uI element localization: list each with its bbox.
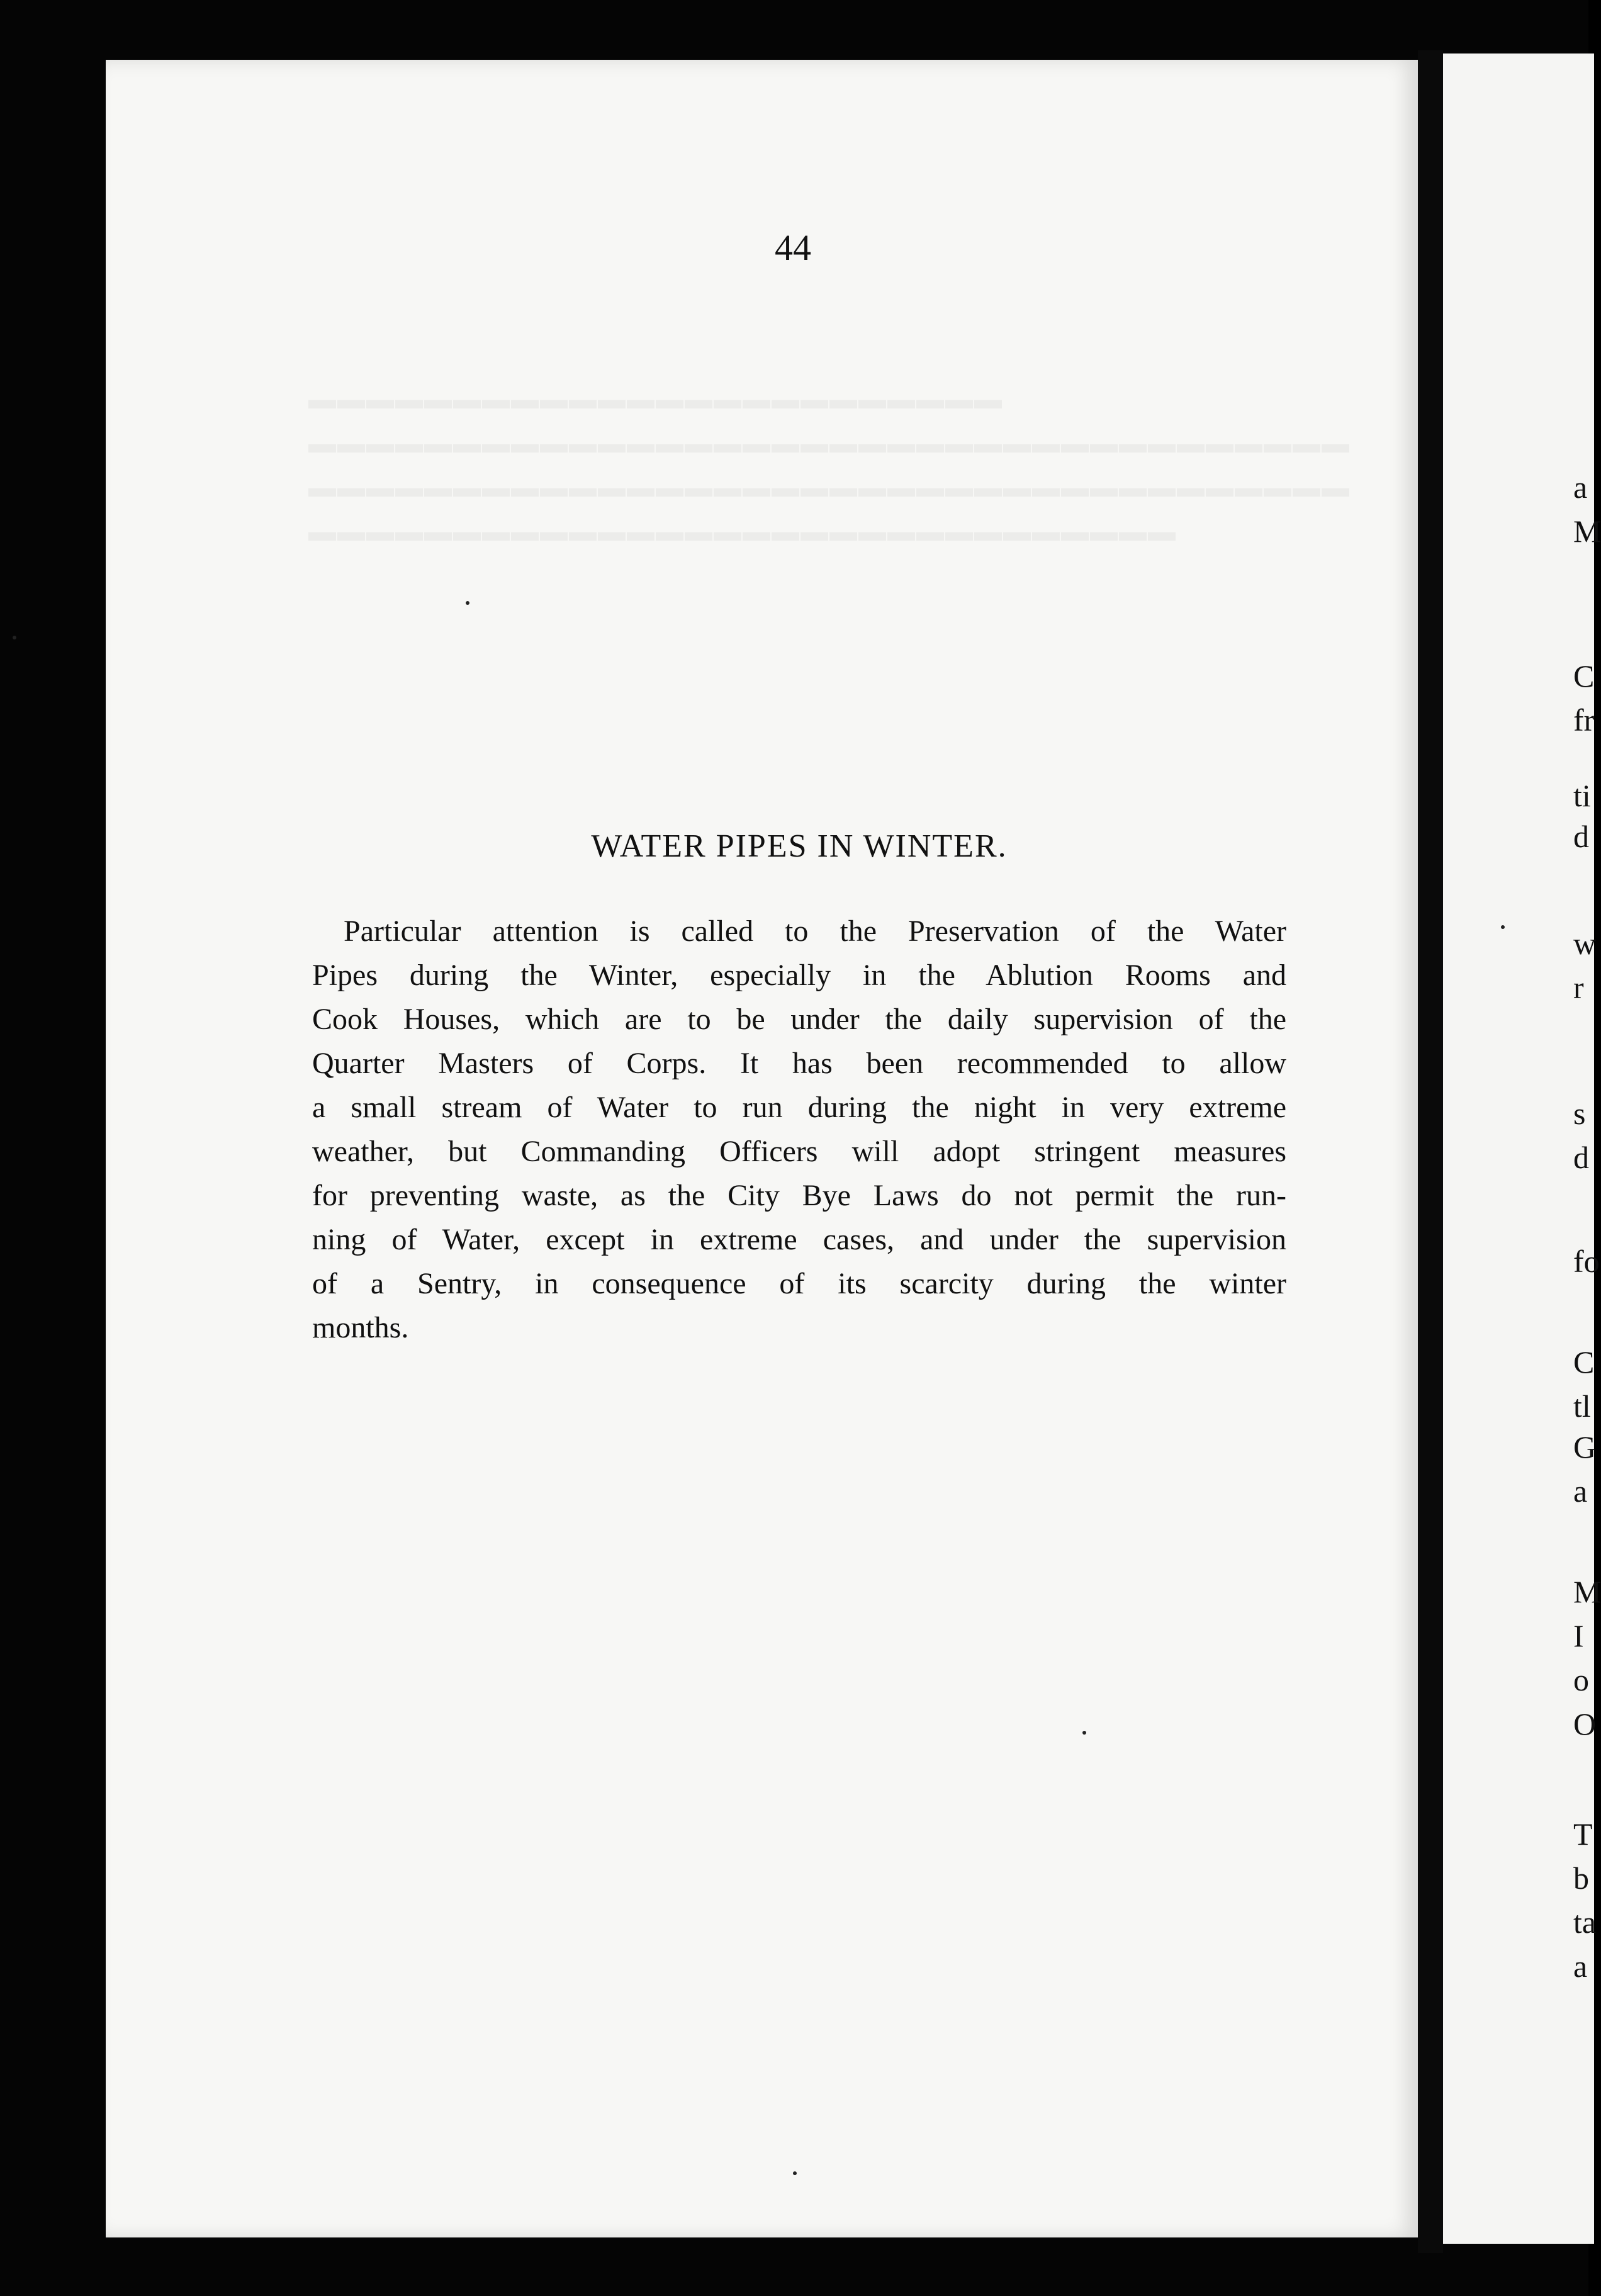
body-line: Quarter Masters of Corps. It has been recommended to allow	[312, 1047, 1286, 1080]
facing-fragment: O	[1573, 1706, 1597, 1742]
facing-fragment: d	[1573, 819, 1589, 854]
facing-fragment: fo	[1573, 1244, 1600, 1279]
facing-fragment: tl	[1573, 1388, 1591, 1424]
section-heading: WATER PIPES IN WINTER.	[591, 828, 1008, 864]
facing-fragment: a	[1573, 470, 1588, 505]
facing-fragment: T	[1573, 1816, 1593, 1852]
body-line: Cook Houses, which are to be under the daily supervision of the	[312, 1003, 1286, 1036]
facing-fragment: o	[1573, 1662, 1589, 1697]
dust-speck	[1082, 1731, 1086, 1735]
facing-fragment: ti	[1573, 778, 1591, 813]
facing-fragment: r	[1573, 970, 1584, 1005]
body-line: weather, but Commanding Officers will adopt stringent measures	[312, 1135, 1286, 1168]
facing-fragment: a	[1573, 1949, 1588, 1984]
facing-fragment: I	[1573, 1618, 1584, 1653]
body-line: Pipes during the Winter, especially in the Ablution Rooms and	[312, 959, 1286, 992]
facing-fragment: fr	[1573, 702, 1595, 738]
body-line: ning of Water, except in extreme cases, and under the supervision	[312, 1223, 1286, 1256]
book-gutter	[1418, 50, 1443, 2253]
body-line: Particular attention is called to the Preservation of the Water	[344, 914, 1286, 948]
facing-fragment: a	[1573, 1473, 1588, 1509]
facing-fragment: M	[1573, 514, 1601, 549]
facing-fragment: G	[1573, 1429, 1597, 1465]
body-line: of a Sentry, in consequence of its scarcity during the winter	[312, 1267, 1286, 1300]
facing-fragment: d	[1573, 1140, 1589, 1175]
body-line: months.	[312, 1311, 409, 1344]
facing-fragment: w	[1573, 926, 1597, 961]
facing-fragment: ta	[1573, 1905, 1597, 1940]
dust-speck	[466, 601, 469, 605]
show-through-block-1	[308, 378, 1303, 554]
facing-fragment: s	[1573, 1096, 1586, 1131]
body-paragraph	[312, 909, 1286, 1350]
body-line: a small stream of Water to run during the night in very extreme	[312, 1091, 1286, 1124]
facing-fragment: M	[1573, 1574, 1601, 1609]
facing-fragment: C	[1573, 658, 1595, 694]
dust-speck	[1501, 925, 1505, 929]
right-page-edge	[1443, 53, 1597, 2244]
body-line: for preventing waste, as the City Bye Laws do not permit the run-	[312, 1179, 1286, 1212]
facing-fragment: b	[1573, 1860, 1589, 1896]
dust-speck	[793, 2171, 797, 2175]
page-number: 44	[775, 227, 811, 268]
dust-speck	[13, 636, 16, 639]
facing-fragment: C	[1573, 1344, 1595, 1380]
